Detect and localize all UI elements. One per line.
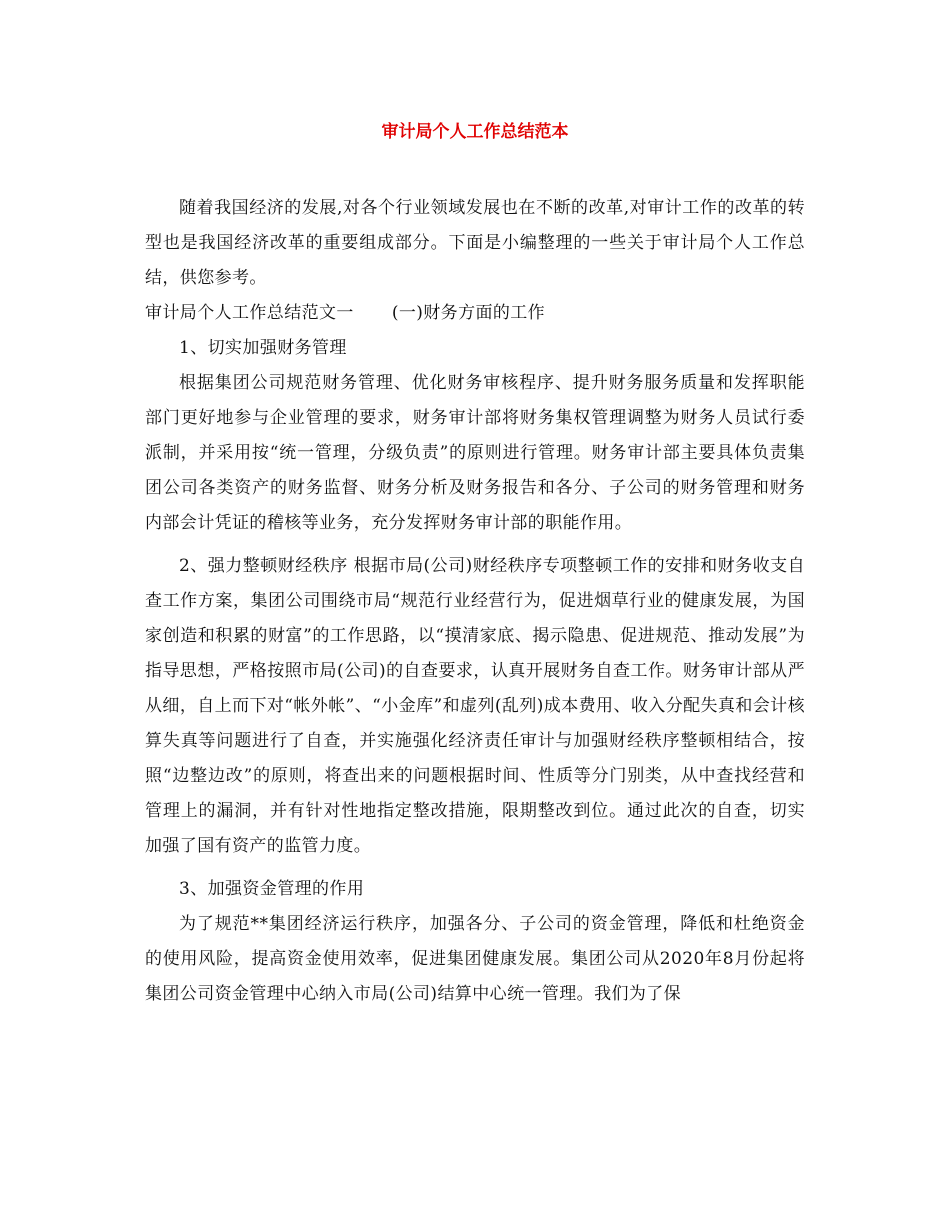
item3-heading: 3、加强资金管理的作用 bbox=[179, 879, 365, 899]
item3-paragraph: 为了规范**集团经济运行秩序，加强各分、子公司的资金管理，降低和杜绝资金的使用风险，提高资金使用效率，促进集团健康发展。集团公司从2020年8月份起将集团公司资金管理中心纳入市局(公司)结算中心统一管理。我们为了保 bbox=[145, 914, 805, 1004]
document-body bbox=[145, 191, 805, 1012]
document-title: 审计局个人工作总结范本 bbox=[381, 122, 569, 142]
item1-heading: 1、切实加强财务管理 bbox=[179, 338, 347, 358]
intro-paragraph: 随着我国经济的发展,对各个行业领域发展也在不断的改革,对审计工作的改革的转型也是我国经济改革的重要组成部分。下面是小编整理的一些关于审计局个人工作总结，供您参考。 bbox=[145, 198, 805, 288]
section-heading bbox=[145, 296, 805, 331]
section-subtitle: (一)财务方面的工作 bbox=[391, 303, 546, 323]
section-title: 审计局个人工作总结范文一 bbox=[145, 303, 354, 323]
item2-paragraph: 2、强力整顿财经秩序 根据市局(公司)财经秩序专项整顿工作的安排和财务收支自查工作方案，集团公司围绕市局“规范行业经营行为，促进烟草行业的健康发展，为国家创造和积累的财富”的工作思路，以“摸清家底、揭示隐患、促进规范、推动发展”为指导思想，严格按照市局(公司)的自查要求，认真开展财务自查工作。财务审计部从严从细，自上而下对“帐外帐”、“小金库”和虚列(乱列)成本费用、收入分配失真和会计核算失真等问题进行了自查，并实施强化经济责任审计与加强财经秩序整顿相结合，按照“边整边改”的原则，将查出来的问题根据时间、性质等分门别类，从中查找经营和管理上的漏洞，并有针对性地指定整改措施，限期整改到位。通过此次的自查，切实加强了国有资产的监管力度。 bbox=[145, 556, 805, 856]
item1-paragraph: 根据集团公司规范财务管理、优化财务审核程序、提升财务服务质量和发挥职能部门更好地参与企业管理的要求，财务审计部将财务集权管理调整为财务人员试行委派制，并采用按“统一管理，分级负责”的原则进行管理。财务审计部主要具体负责集团公司各类资产的财务监督、财务分析及财务报告和各分、子公司的财务管理和财务内部会计凭证的稽核等业务，充分发挥财务审计部的职能作用。 bbox=[145, 373, 805, 533]
